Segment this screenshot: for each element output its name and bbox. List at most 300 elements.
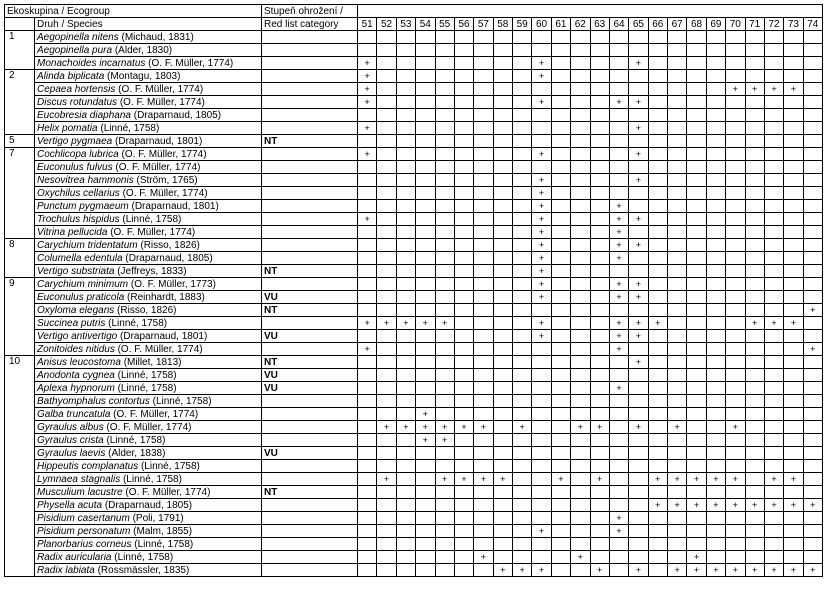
site-cell-52 (377, 395, 396, 408)
site-cell-65 (629, 343, 648, 356)
red-list-category-cell (262, 317, 358, 330)
site-cell-73 (784, 187, 803, 200)
species-cell (35, 304, 262, 317)
site-cell-53 (396, 447, 415, 460)
site-cell-51 (358, 252, 377, 265)
site-cell-55 (435, 44, 454, 57)
site-cell-71 (745, 122, 764, 135)
site-cell-64 (609, 486, 628, 499)
site-cell-63 (590, 122, 609, 135)
site-cell-59 (513, 187, 532, 200)
site-cell-52 (377, 291, 396, 304)
site-cell-53 (396, 291, 415, 304)
site-cell-62 (571, 382, 590, 395)
site-cell-63 (590, 382, 609, 395)
site-cell-63 (590, 161, 609, 174)
site-cell-52 (377, 161, 396, 174)
site-cell-63 (590, 109, 609, 122)
site-cell-60 (532, 317, 551, 330)
site-cell-62 (571, 278, 590, 291)
site-cell-64 (609, 369, 628, 382)
site-cell-65 (629, 239, 648, 252)
site-cell-69 (706, 200, 725, 213)
site-cell-70 (726, 174, 745, 187)
presence-mark: + (674, 421, 680, 432)
site-cell-60 (532, 44, 551, 57)
table-row (5, 369, 823, 382)
site-cell-54 (416, 161, 435, 174)
site-cell-59 (513, 122, 532, 135)
site-cell-66 (648, 239, 667, 252)
table-row (5, 226, 823, 239)
site-cell-53 (396, 161, 415, 174)
site-cell-63 (590, 70, 609, 83)
table-row (5, 44, 823, 57)
site-cell-54 (416, 317, 435, 330)
site-cell-74 (803, 369, 822, 382)
species-author: (Linné, 1758) (97, 122, 160, 134)
presence-mark: + (635, 278, 642, 289)
site-cell-55 (435, 265, 454, 278)
site-cell-63 (590, 226, 609, 239)
site-cell-58 (493, 278, 512, 291)
site-cell-60 (532, 213, 551, 226)
site-cell-71 (745, 44, 764, 57)
site-cell-51 (358, 408, 377, 421)
site-cell-57 (474, 174, 493, 187)
species-cell (35, 122, 262, 135)
site-cell-61 (551, 239, 570, 252)
site-cell-57 (474, 382, 493, 395)
species-author: (Linné, 1758) (120, 473, 182, 485)
site-cell-53 (396, 213, 415, 226)
site-cell-73 (784, 395, 803, 408)
site-cell-52 (377, 512, 396, 525)
site-cell-61 (551, 447, 570, 460)
site-cell-54 (416, 447, 435, 460)
site-cell-54 (416, 512, 435, 525)
species-name: Physella acuta (37, 499, 103, 511)
site-cell-60 (532, 135, 551, 148)
table-row (5, 96, 823, 109)
site-cell-63 (590, 330, 609, 343)
site-cell-55 (435, 395, 454, 408)
site-cell-70 (726, 382, 745, 395)
site-cell-58 (493, 70, 512, 83)
red-list-category-cell (262, 395, 358, 408)
site-cell-71 (745, 57, 764, 70)
site-cell-71 (745, 161, 764, 174)
site-cell-67 (668, 83, 687, 96)
site-cell-74 (803, 421, 822, 434)
species-name: Radix labiata (37, 564, 95, 576)
site-header-71: 71 (745, 18, 764, 31)
site-cell-56 (454, 200, 473, 213)
presence-mark: + (558, 473, 564, 484)
species-cell (35, 161, 262, 174)
site-cell-51 (358, 343, 377, 356)
site-cell-57 (474, 122, 493, 135)
site-cell-62 (571, 447, 590, 460)
site-cell-67 (668, 174, 687, 187)
site-cell-73 (784, 213, 803, 226)
ecogroup-cell: 7 (5, 148, 35, 239)
site-cell-67 (668, 551, 687, 564)
site-cell-72 (764, 564, 783, 577)
site-cell-61 (551, 96, 570, 109)
site-cell-68 (687, 148, 706, 161)
site-cell-63 (590, 317, 609, 330)
site-cell-67 (668, 135, 687, 148)
site-cell-65 (629, 291, 648, 304)
site-cell-65 (629, 265, 648, 278)
site-cell-70 (726, 499, 745, 512)
site-cell-74 (803, 434, 822, 447)
site-cell-57 (474, 460, 493, 473)
species-name: Gyraulus albus (37, 421, 104, 433)
table-row (5, 434, 823, 447)
site-cell-72 (764, 304, 783, 317)
site-cell-53 (396, 564, 415, 577)
table-row (5, 330, 823, 343)
species-name: Monachoides incarnatus (37, 57, 146, 69)
species-author: (O. F. Müller, 1774) (117, 96, 205, 108)
site-cell-54 (416, 226, 435, 239)
site-cell-53 (396, 317, 415, 330)
site-cell-70 (726, 57, 745, 70)
site-cell-51 (358, 83, 377, 96)
site-cell-71 (745, 564, 764, 577)
site-cell-64 (609, 460, 628, 473)
site-cell-58 (493, 486, 512, 499)
table-row (5, 304, 823, 317)
species-author: (Alder, 1838) (105, 447, 166, 459)
site-cell-71 (745, 538, 764, 551)
site-cell-69 (706, 239, 725, 252)
site-cell-51 (358, 330, 377, 343)
site-cell-63 (590, 343, 609, 356)
site-cell-69 (706, 356, 725, 369)
red-list-category-cell (262, 213, 358, 226)
site-cell-70 (726, 330, 745, 343)
site-cell-69 (706, 57, 725, 70)
site-cell-67 (668, 122, 687, 135)
site-cell-61 (551, 265, 570, 278)
ecogroup-cell: 1 (5, 31, 35, 70)
site-cell-66 (648, 564, 667, 577)
presence-mark: + (538, 148, 545, 159)
red-list-category-cell (262, 187, 358, 200)
site-cell-67 (668, 486, 687, 499)
presence-mark: + (771, 83, 777, 94)
site-cell-61 (551, 83, 570, 96)
site-cell-67 (668, 499, 687, 512)
species-cell (35, 486, 262, 499)
site-cell-53 (396, 226, 415, 239)
species-cell (35, 525, 262, 538)
site-cell-73 (784, 161, 803, 174)
site-cell-70 (726, 70, 745, 83)
site-cell-67 (668, 369, 687, 382)
site-cell-70 (726, 447, 745, 460)
site-cell-71 (745, 304, 764, 317)
site-cell-52 (377, 421, 396, 434)
site-cell-56 (454, 512, 473, 525)
site-cell-61 (551, 161, 570, 174)
species-name: Pisidium casertanum (37, 512, 130, 524)
presence-mark: + (480, 421, 487, 432)
species-name: Nesovitrea hammonis (37, 174, 134, 186)
site-cell-51 (358, 499, 377, 512)
site-cell-59 (513, 70, 532, 83)
species-author: (Montagu, 1803) (104, 70, 181, 82)
table-row (5, 31, 823, 44)
site-cell-51 (358, 434, 377, 447)
site-cell-68 (687, 44, 706, 57)
site-cell-69 (706, 421, 725, 434)
species-name: Musculium lacustre (37, 486, 123, 498)
presence-mark: + (538, 252, 545, 263)
site-cell-51 (358, 304, 377, 317)
site-cell-52 (377, 356, 396, 369)
presence-mark: + (383, 473, 390, 484)
site-cell-72 (764, 265, 783, 278)
site-cell-64 (609, 226, 628, 239)
site-cell-67 (668, 525, 687, 538)
table-row (5, 317, 823, 330)
site-cell-66 (648, 447, 667, 460)
site-cell-62 (571, 213, 590, 226)
site-cell-67 (668, 57, 687, 70)
site-cell-65 (629, 421, 648, 434)
site-cell-66 (648, 57, 667, 70)
site-cell-55 (435, 187, 454, 200)
site-cell-61 (551, 57, 570, 70)
site-cell-67 (668, 447, 687, 460)
table-row (5, 213, 823, 226)
site-cell-71 (745, 291, 764, 304)
site-cell-54 (416, 174, 435, 187)
site-cell-62 (571, 187, 590, 200)
site-cell-55 (435, 135, 454, 148)
site-cell-57 (474, 304, 493, 317)
site-cell-74 (803, 265, 822, 278)
site-cell-74 (803, 304, 822, 317)
site-cell-51 (358, 356, 377, 369)
site-cell-54 (416, 473, 435, 486)
site-cell-74 (803, 525, 822, 538)
site-cell-52 (377, 226, 396, 239)
site-cell-71 (745, 434, 764, 447)
site-cell-66 (648, 395, 667, 408)
presence-mark: + (364, 317, 370, 328)
site-cell-61 (551, 408, 570, 421)
site-cell-52 (377, 486, 396, 499)
site-cell-51 (358, 109, 377, 122)
site-cell-58 (493, 330, 512, 343)
red-list-category-cell: NT (262, 486, 358, 499)
site-cell-66 (648, 356, 667, 369)
presence-mark: + (364, 343, 370, 354)
site-cell-51 (358, 486, 377, 499)
site-cell-64 (609, 499, 628, 512)
table-row (5, 499, 823, 512)
site-cell-62 (571, 499, 590, 512)
species-cell (35, 109, 262, 122)
site-cell-65 (629, 499, 648, 512)
site-cell-70 (726, 525, 745, 538)
site-cell-74 (803, 213, 822, 226)
table-row (5, 187, 823, 200)
site-cell-73 (784, 278, 803, 291)
site-cell-64 (609, 512, 628, 525)
site-cell-71 (745, 486, 764, 499)
site-cell-69 (706, 512, 725, 525)
site-cell-66 (648, 161, 667, 174)
site-cell-70 (726, 213, 745, 226)
site-cell-60 (532, 291, 551, 304)
site-cell-56 (454, 434, 473, 447)
site-cell-59 (513, 135, 532, 148)
presence-mark: + (538, 200, 545, 211)
site-cell-65 (629, 31, 648, 44)
site-cell-57 (474, 278, 493, 291)
presence-mark: + (655, 473, 661, 484)
presence-mark: + (616, 512, 622, 523)
site-cell-59 (513, 473, 532, 486)
species-name: Cepaea hortensis (37, 83, 116, 95)
site-cell-68 (687, 551, 706, 564)
site-cell-74 (803, 395, 822, 408)
site-cell-74 (803, 44, 822, 57)
site-cell-66 (648, 31, 667, 44)
site-cell-74 (803, 96, 822, 109)
site-cell-74 (803, 551, 822, 564)
site-cell-71 (745, 83, 764, 96)
red-list-category-cell (262, 551, 358, 564)
presence-mark: + (790, 317, 797, 328)
site-cell-64 (609, 421, 628, 434)
site-cell-64 (609, 213, 628, 226)
site-cell-51 (358, 44, 377, 57)
site-cell-55 (435, 538, 454, 551)
red-list-category-cell: VU (262, 382, 358, 395)
site-cell-69 (706, 486, 725, 499)
site-cell-60 (532, 395, 551, 408)
species-name: Aplexa hypnorum (37, 382, 115, 394)
presence-mark: + (500, 473, 506, 484)
red-list-category-cell (262, 252, 358, 265)
site-cell-72 (764, 109, 783, 122)
site-cell-74 (803, 356, 822, 369)
site-cell-62 (571, 96, 590, 109)
site-cell-65 (629, 278, 648, 291)
site-cell-74 (803, 473, 822, 486)
site-cell-67 (668, 148, 687, 161)
site-cell-60 (532, 512, 551, 525)
site-cell-69 (706, 252, 725, 265)
site-cell-54 (416, 44, 435, 57)
site-cell-66 (648, 421, 667, 434)
site-cell-68 (687, 122, 706, 135)
site-cell-57 (474, 473, 493, 486)
site-cell-67 (668, 278, 687, 291)
site-cell-73 (784, 525, 803, 538)
site-cell-69 (706, 460, 725, 473)
site-cell-60 (532, 382, 551, 395)
site-cell-61 (551, 564, 570, 577)
site-cell-63 (590, 57, 609, 70)
site-cell-59 (513, 408, 532, 421)
presence-mark: + (693, 499, 700, 510)
red-list-category-cell (262, 512, 358, 525)
site-cell-58 (493, 83, 512, 96)
site-cell-64 (609, 31, 628, 44)
site-cell-61 (551, 434, 570, 447)
site-cell-51 (358, 187, 377, 200)
site-cell-65 (629, 408, 648, 421)
site-cell-57 (474, 239, 493, 252)
site-cell-61 (551, 421, 570, 434)
site-cell-59 (513, 148, 532, 161)
presence-mark: + (790, 499, 797, 510)
site-cell-58 (493, 109, 512, 122)
site-cell-56 (454, 343, 473, 356)
site-cell-55 (435, 96, 454, 109)
site-cell-69 (706, 525, 725, 538)
species-name: Vertigo pygmaea (37, 135, 113, 147)
site-cell-57 (474, 44, 493, 57)
presence-mark: + (810, 343, 816, 354)
species-cell (35, 96, 262, 109)
site-cell-59 (513, 291, 532, 304)
site-cell-56 (454, 96, 473, 109)
site-header-53: 53 (396, 18, 415, 31)
site-cell-62 (571, 122, 590, 135)
site-cell-69 (706, 70, 725, 83)
site-cell-70 (726, 278, 745, 291)
site-cell-59 (513, 395, 532, 408)
species-author: (Draparnaud, 1801) (117, 330, 208, 342)
site-cell-51 (358, 96, 377, 109)
species-name: Hippeutis complanatus (37, 460, 139, 472)
site-cell-74 (803, 499, 822, 512)
site-cell-66 (648, 187, 667, 200)
site-cell-69 (706, 148, 725, 161)
site-cell-69 (706, 395, 725, 408)
site-cell-69 (706, 83, 725, 96)
site-cell-68 (687, 135, 706, 148)
site-cell-53 (396, 330, 415, 343)
site-cell-58 (493, 564, 512, 577)
red-list-category-cell (262, 226, 358, 239)
site-cell-51 (358, 122, 377, 135)
site-cell-61 (551, 135, 570, 148)
site-cell-52 (377, 447, 396, 460)
site-cell-58 (493, 538, 512, 551)
site-cell-53 (396, 369, 415, 382)
site-cell-72 (764, 460, 783, 473)
site-cell-58 (493, 408, 512, 421)
site-cell-66 (648, 122, 667, 135)
site-cell-55 (435, 70, 454, 83)
site-cell-60 (532, 551, 551, 564)
red-list-category-cell: VU (262, 330, 358, 343)
site-cell-67 (668, 265, 687, 278)
site-cell-73 (784, 460, 803, 473)
site-cell-61 (551, 512, 570, 525)
site-cell-73 (784, 473, 803, 486)
